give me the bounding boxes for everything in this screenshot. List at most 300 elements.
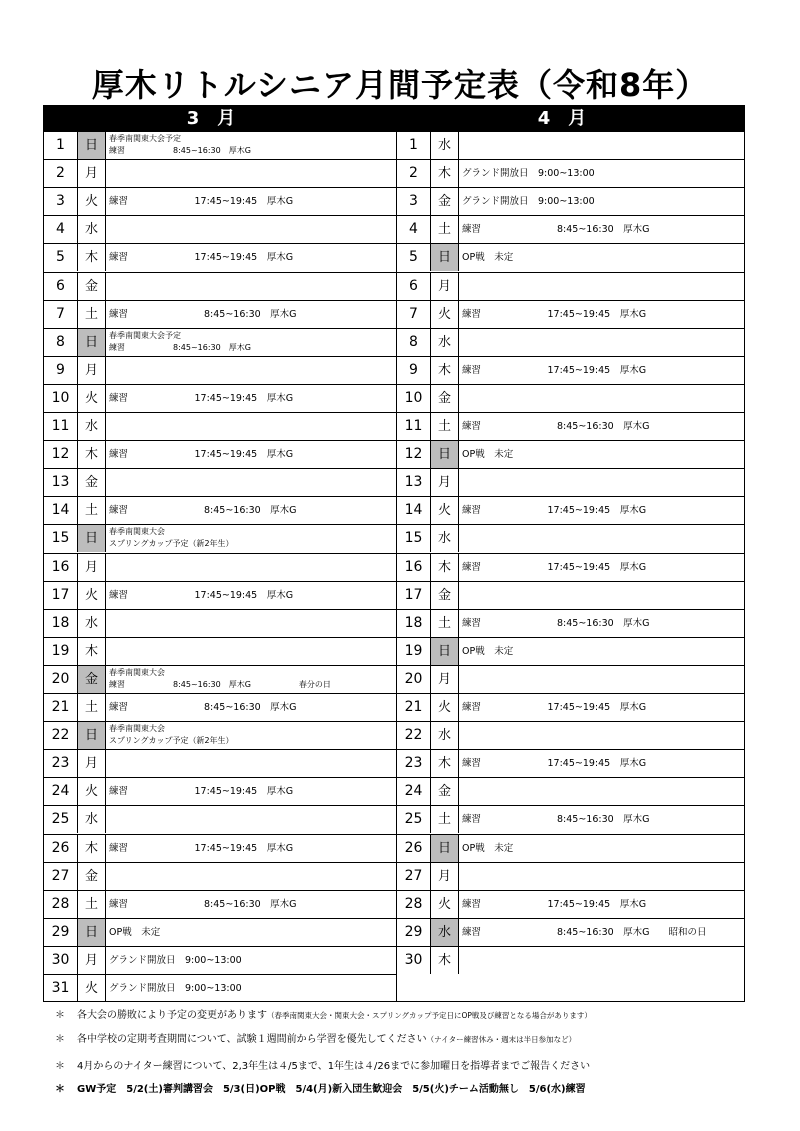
event-cell [106,357,396,384]
event-cell [106,891,396,918]
day-number: 19 [397,638,431,665]
day-number: 17 [44,582,78,609]
day-of-week: 木 [78,638,106,665]
day-of-week: 水 [431,919,459,946]
schedule-row [44,609,396,637]
day-of-week: 日 [78,722,106,749]
day-of-week: 日 [78,919,106,946]
schedule-row [397,524,745,552]
schedule-row [397,805,745,833]
note-item [55,1006,592,1021]
event-text: OP戦 未定 [109,926,161,938]
day-number: 30 [44,947,78,974]
schedule-row [397,468,745,496]
event-text: OP戦 未定 [462,842,514,854]
note-subtext: （春季南関東大会・関東大会・スプリングカップ予定日にOP戦及び練習となる場合があります） [267,1011,592,1020]
day-number: 10 [44,385,78,412]
event-cell [459,806,745,833]
event-cell [459,666,745,693]
page-title: 厚木リトルシニア月間予定表（令和8年） [91,66,709,104]
event-cell [459,554,745,581]
event-cell [459,891,745,918]
day-of-week: 金 [431,188,459,215]
event-cell [106,525,396,552]
day-number: 13 [397,469,431,496]
day-of-week: 月 [78,947,106,974]
event-cell [459,160,745,187]
event-cell [459,610,745,637]
event-text: グランド開放日 9:00~13:00 [462,168,595,180]
schedule-row [44,328,396,356]
day-of-week: 月 [78,357,106,384]
day-of-week: 火 [78,188,106,215]
event-cell [106,273,396,300]
event-text: 練習 8:45~16:30 厚木G [462,617,650,629]
day-number: 8 [44,329,78,356]
event-cell [459,835,745,862]
day-of-week: 日 [431,441,459,468]
event-cell [106,638,396,665]
event-cell [459,638,745,665]
event-text: 練習 17:45~19:45 厚木G [109,449,294,461]
schedule-row [44,187,396,215]
event-cell [106,301,396,328]
schedule-row [397,272,745,300]
schedule-row [44,412,396,440]
day-number: 18 [397,610,431,637]
day-of-week: 水 [78,216,106,243]
day-of-week: 水 [78,806,106,833]
day-of-week: 月 [78,750,106,777]
event-text: 春季南関東大会予定 [109,330,181,340]
day-of-week: 月 [431,273,459,300]
schedule-row [397,946,745,974]
schedule-row [397,496,745,524]
day-number: 22 [397,722,431,749]
day-number: 3 [44,188,78,215]
schedule-row [44,384,396,412]
day-of-week: 火 [431,891,459,918]
event-cell [106,947,396,974]
event-text-second: 練習 8:45~16:30 厚木G 春分の日 [109,679,331,689]
schedule-row [397,918,745,946]
event-cell [459,778,745,805]
event-cell [106,188,396,215]
event-text-second: スプリングカップ予定（新2年生） [109,539,234,549]
day-of-week: 水 [431,722,459,749]
april-header: 4月 [397,106,745,131]
schedule-row [44,777,396,805]
day-number: 17 [397,582,431,609]
day-number: 6 [44,273,78,300]
day-number: 29 [397,919,431,946]
event-cell [106,441,396,468]
event-cell [459,722,745,749]
schedule-row [397,553,745,581]
schedule-row [44,215,396,243]
day-of-week: 土 [78,694,106,721]
schedule-row [44,524,396,552]
schedule-row [44,862,396,890]
day-of-week: 水 [431,329,459,356]
event-cell [459,385,745,412]
schedule-row [44,918,396,946]
event-text: 練習 17:45~19:45 厚木G [109,589,294,601]
schedule-row [44,131,396,159]
day-number: 23 [44,750,78,777]
schedule-row [397,384,745,412]
day-number: 20 [44,666,78,693]
day-number: 24 [44,778,78,805]
day-of-week: 金 [431,385,459,412]
schedule-row [397,862,745,890]
day-number: 27 [44,863,78,890]
day-number: 6 [397,273,431,300]
day-of-week: 木 [78,244,106,271]
day-of-week: 水 [431,525,459,552]
event-cell [459,947,745,974]
day-of-week: 土 [78,301,106,328]
event-cell [459,301,745,328]
day-of-week: 木 [431,750,459,777]
schedule-row [397,412,745,440]
event-text: 練習 8:45~16:30 厚木G [109,702,297,713]
day-of-week: 月 [78,160,106,187]
asterisk-icon: ＊ [55,1034,65,1045]
day-number: 13 [44,469,78,496]
event-cell [106,160,396,187]
event-text-second: スプリングカップ予定（新2年生） [109,736,234,746]
day-number: 8 [397,329,431,356]
day-of-week: 火 [431,497,459,524]
day-number: 1 [44,132,78,159]
schedule-row [397,159,745,187]
schedule-row [44,946,396,974]
day-number: 19 [44,638,78,665]
event-cell [106,666,396,693]
day-of-week: 火 [431,301,459,328]
day-of-week: 木 [78,835,106,862]
day-number: 28 [44,891,78,918]
event-text-second: 練習 8:45~16:30 厚木G [109,342,251,352]
schedule-row [397,215,745,243]
schedule-row [397,243,745,271]
asterisk-icon: ＊ [55,1010,65,1021]
day-of-week: 日 [431,835,459,862]
event-text: 練習 17:45~19:45 厚木G [462,505,647,517]
event-cell [106,610,396,637]
day-of-week: 木 [431,947,459,974]
day-of-week: 木 [431,160,459,187]
event-text: OP戦 未定 [462,449,514,461]
schedule-row [397,637,745,665]
event-cell [459,441,745,468]
day-of-week: 金 [78,469,106,496]
schedule-row [44,243,396,271]
note-subtext: （ナイター練習休み・週末は半日参加など） [426,1035,577,1044]
day-number: 31 [44,975,78,1002]
day-of-week: 日 [78,132,106,159]
schedule-row [44,805,396,833]
day-of-week: 月 [78,554,106,581]
event-text: 春季南関東大会予定 [109,134,181,143]
day-number: 11 [44,413,78,440]
event-cell [106,835,396,862]
day-of-week: 日 [78,329,106,356]
event-text: 春季南関東大会 [109,667,165,677]
march-column [44,106,396,1001]
event-cell [459,132,745,159]
note-text: 4月からのナイター練習について、2,3年生は４/5まで、1年生は４/26までに参加曜日を指導者までご報告ください [77,1061,591,1072]
day-of-week: 月 [431,863,459,890]
day-of-week: 月 [431,666,459,693]
day-number: 12 [44,441,78,468]
event-cell [106,244,396,271]
day-of-week: 日 [78,525,106,552]
event-text: グランド開放日 9:00~13:00 [109,983,242,994]
schedule-row [44,496,396,524]
asterisk-icon: ＊ [55,1061,65,1072]
event-text: グランド開放日 9:00~13:00 [462,196,595,208]
note-item [55,1080,586,1095]
day-of-week: 金 [78,863,106,890]
event-cell [106,554,396,581]
note-text: 各中学校の定期考査期間について、試験１週間前から学習を優先してください [77,1034,427,1045]
note-text: 各大会の勝敗により予定の変更があります [77,1010,267,1021]
event-text: 練習 17:45~19:45 厚木G [462,898,647,910]
day-of-week: 日 [431,638,459,665]
event-text: 練習 17:45~19:45 厚木G [462,702,647,713]
day-of-week: 火 [78,778,106,805]
event-cell [459,413,745,440]
schedule-row [44,581,396,609]
schedule-row [397,328,745,356]
schedule-row [397,665,745,693]
event-text-second: 練習 8:45~16:30 厚木G [109,146,251,155]
event-cell [106,975,396,1002]
note-item [55,1057,590,1072]
day-number: 18 [44,610,78,637]
schedule-row [397,300,745,328]
day-number: 24 [397,778,431,805]
day-number: 10 [397,385,431,412]
note-text: GW予定 5/2(土)審判講習会 5/3(日)OP戦 5/4(月)新入団生歓迎会 5/5(火)チーム活動無し 5/6(水)練習 [77,1084,586,1095]
event-text: 練習 8:45~16:30 厚木G [462,224,650,236]
day-of-week: 日 [431,244,459,271]
day-number: 26 [44,835,78,862]
schedule-row [397,834,745,862]
day-number: 15 [44,525,78,552]
day-number: 1 [397,132,431,159]
day-number: 4 [397,216,431,243]
day-number: 9 [397,357,431,384]
day-of-week: 水 [78,610,106,637]
day-of-week: 金 [431,582,459,609]
schedule-row [397,721,745,749]
event-cell [106,919,396,946]
event-cell [459,216,745,243]
event-cell [106,385,396,412]
day-number: 25 [44,806,78,833]
day-of-week: 土 [78,891,106,918]
event-cell [106,132,396,159]
day-number: 2 [44,160,78,187]
day-number: 20 [397,666,431,693]
day-number: 26 [397,835,431,862]
event-text: 練習 8:45~16:30 厚木G [109,308,297,320]
event-cell [459,188,745,215]
event-text: 春季南関東大会 [109,724,165,734]
schedule-row [44,721,396,749]
schedule-row [44,468,396,496]
day-number: 14 [44,497,78,524]
day-number: 22 [44,722,78,749]
event-cell [459,244,745,271]
event-text: 練習 8:45~16:30 厚木G [462,421,650,432]
day-number: 27 [397,863,431,890]
event-text: グランド開放日 9:00~13:00 [109,954,242,966]
asterisk-icon: ＊ [55,1084,65,1095]
day-of-week: 火 [431,694,459,721]
day-of-week: 水 [431,132,459,159]
event-cell [106,806,396,833]
schedule-row [44,974,396,1002]
day-of-week: 木 [78,441,106,468]
event-cell [106,469,396,496]
schedule-row [397,581,745,609]
event-cell [106,413,396,440]
event-text: 練習 8:45~16:30 厚木G [109,505,297,517]
event-text: OP戦 未定 [462,645,514,657]
schedule-row [397,749,745,777]
schedule-row [44,693,396,721]
day-of-week: 火 [78,582,106,609]
day-of-week: 火 [78,385,106,412]
schedule-row [397,890,745,918]
day-of-week: 金 [78,666,106,693]
event-text: 練習 17:45~19:45 厚木G [109,196,294,208]
event-cell [106,216,396,243]
event-cell [106,582,396,609]
schedule-row [44,749,396,777]
event-text: 練習 17:45~19:45 厚木G [462,758,647,770]
schedule-row [397,187,745,215]
schedule-row [44,440,396,468]
schedule-row [44,890,396,918]
day-number: 14 [397,497,431,524]
day-number: 29 [44,919,78,946]
event-cell [459,863,745,890]
day-of-week: 金 [78,273,106,300]
event-text: 練習 17:45~19:45 厚木G [109,786,294,798]
event-text: 練習 8:45~16:30 厚木G 昭和の日 [462,926,707,938]
event-cell [459,919,745,946]
day-number: 21 [397,694,431,721]
day-number: 9 [44,357,78,384]
day-number: 21 [44,694,78,721]
day-number: 16 [397,554,431,581]
day-number: 2 [397,160,431,187]
event-cell [106,694,396,721]
event-cell [459,525,745,552]
day-number: 12 [397,441,431,468]
event-text: 練習 17:45~19:45 厚木G [462,308,647,320]
event-cell [459,273,745,300]
day-number: 5 [397,244,431,271]
note-item [55,1030,576,1045]
day-number: 16 [44,554,78,581]
day-number: 11 [397,413,431,440]
schedule-row [44,637,396,665]
day-of-week: 木 [431,357,459,384]
day-of-week: 土 [78,497,106,524]
event-cell [106,750,396,777]
day-number: 7 [397,301,431,328]
schedule-row [44,553,396,581]
event-text: 練習 17:45~19:45 厚木G [109,392,294,404]
schedule-row [397,609,745,637]
event-cell [459,497,745,524]
event-text: 練習 17:45~19:45 厚木G [109,842,294,854]
day-of-week: 月 [431,469,459,496]
march-header: 3月 [44,106,396,131]
schedule-row [44,159,396,187]
schedule-table [43,105,745,1002]
event-text: OP戦 未定 [462,252,514,264]
day-of-week: 土 [431,216,459,243]
event-cell [459,357,745,384]
day-of-week: 土 [431,610,459,637]
day-of-week: 水 [78,413,106,440]
day-of-week: 土 [431,806,459,833]
event-text: 練習 8:45~16:30 厚木G [462,814,650,826]
event-cell [459,469,745,496]
event-cell [459,750,745,777]
event-cell [106,329,396,356]
event-text: 練習 17:45~19:45 厚木G [462,561,647,573]
schedule-row [44,665,396,693]
day-of-week: 土 [431,413,459,440]
schedule-row [397,356,745,384]
event-text: 春季南関東大会 [109,527,165,537]
event-text: 練習 8:45~16:30 厚木G [109,898,297,910]
april-column [396,106,745,1001]
event-cell [106,778,396,805]
day-of-week: 火 [78,975,106,1002]
schedule-row [44,272,396,300]
day-number: 3 [397,188,431,215]
event-cell [459,582,745,609]
schedule-row [44,300,396,328]
day-number: 23 [397,750,431,777]
day-number: 25 [397,806,431,833]
day-of-week: 木 [431,554,459,581]
day-number: 15 [397,525,431,552]
event-cell [106,863,396,890]
event-cell [106,497,396,524]
day-number: 7 [44,301,78,328]
event-cell [106,722,396,749]
schedule-row [44,834,396,862]
event-text: 練習 17:45~19:45 厚木G [462,364,647,376]
schedule-row [44,356,396,384]
event-text: 練習 17:45~19:45 厚木G [109,252,294,264]
day-number: 28 [397,891,431,918]
day-number: 4 [44,216,78,243]
schedule-row [397,131,745,159]
day-number: 5 [44,244,78,271]
day-number: 30 [397,947,431,974]
